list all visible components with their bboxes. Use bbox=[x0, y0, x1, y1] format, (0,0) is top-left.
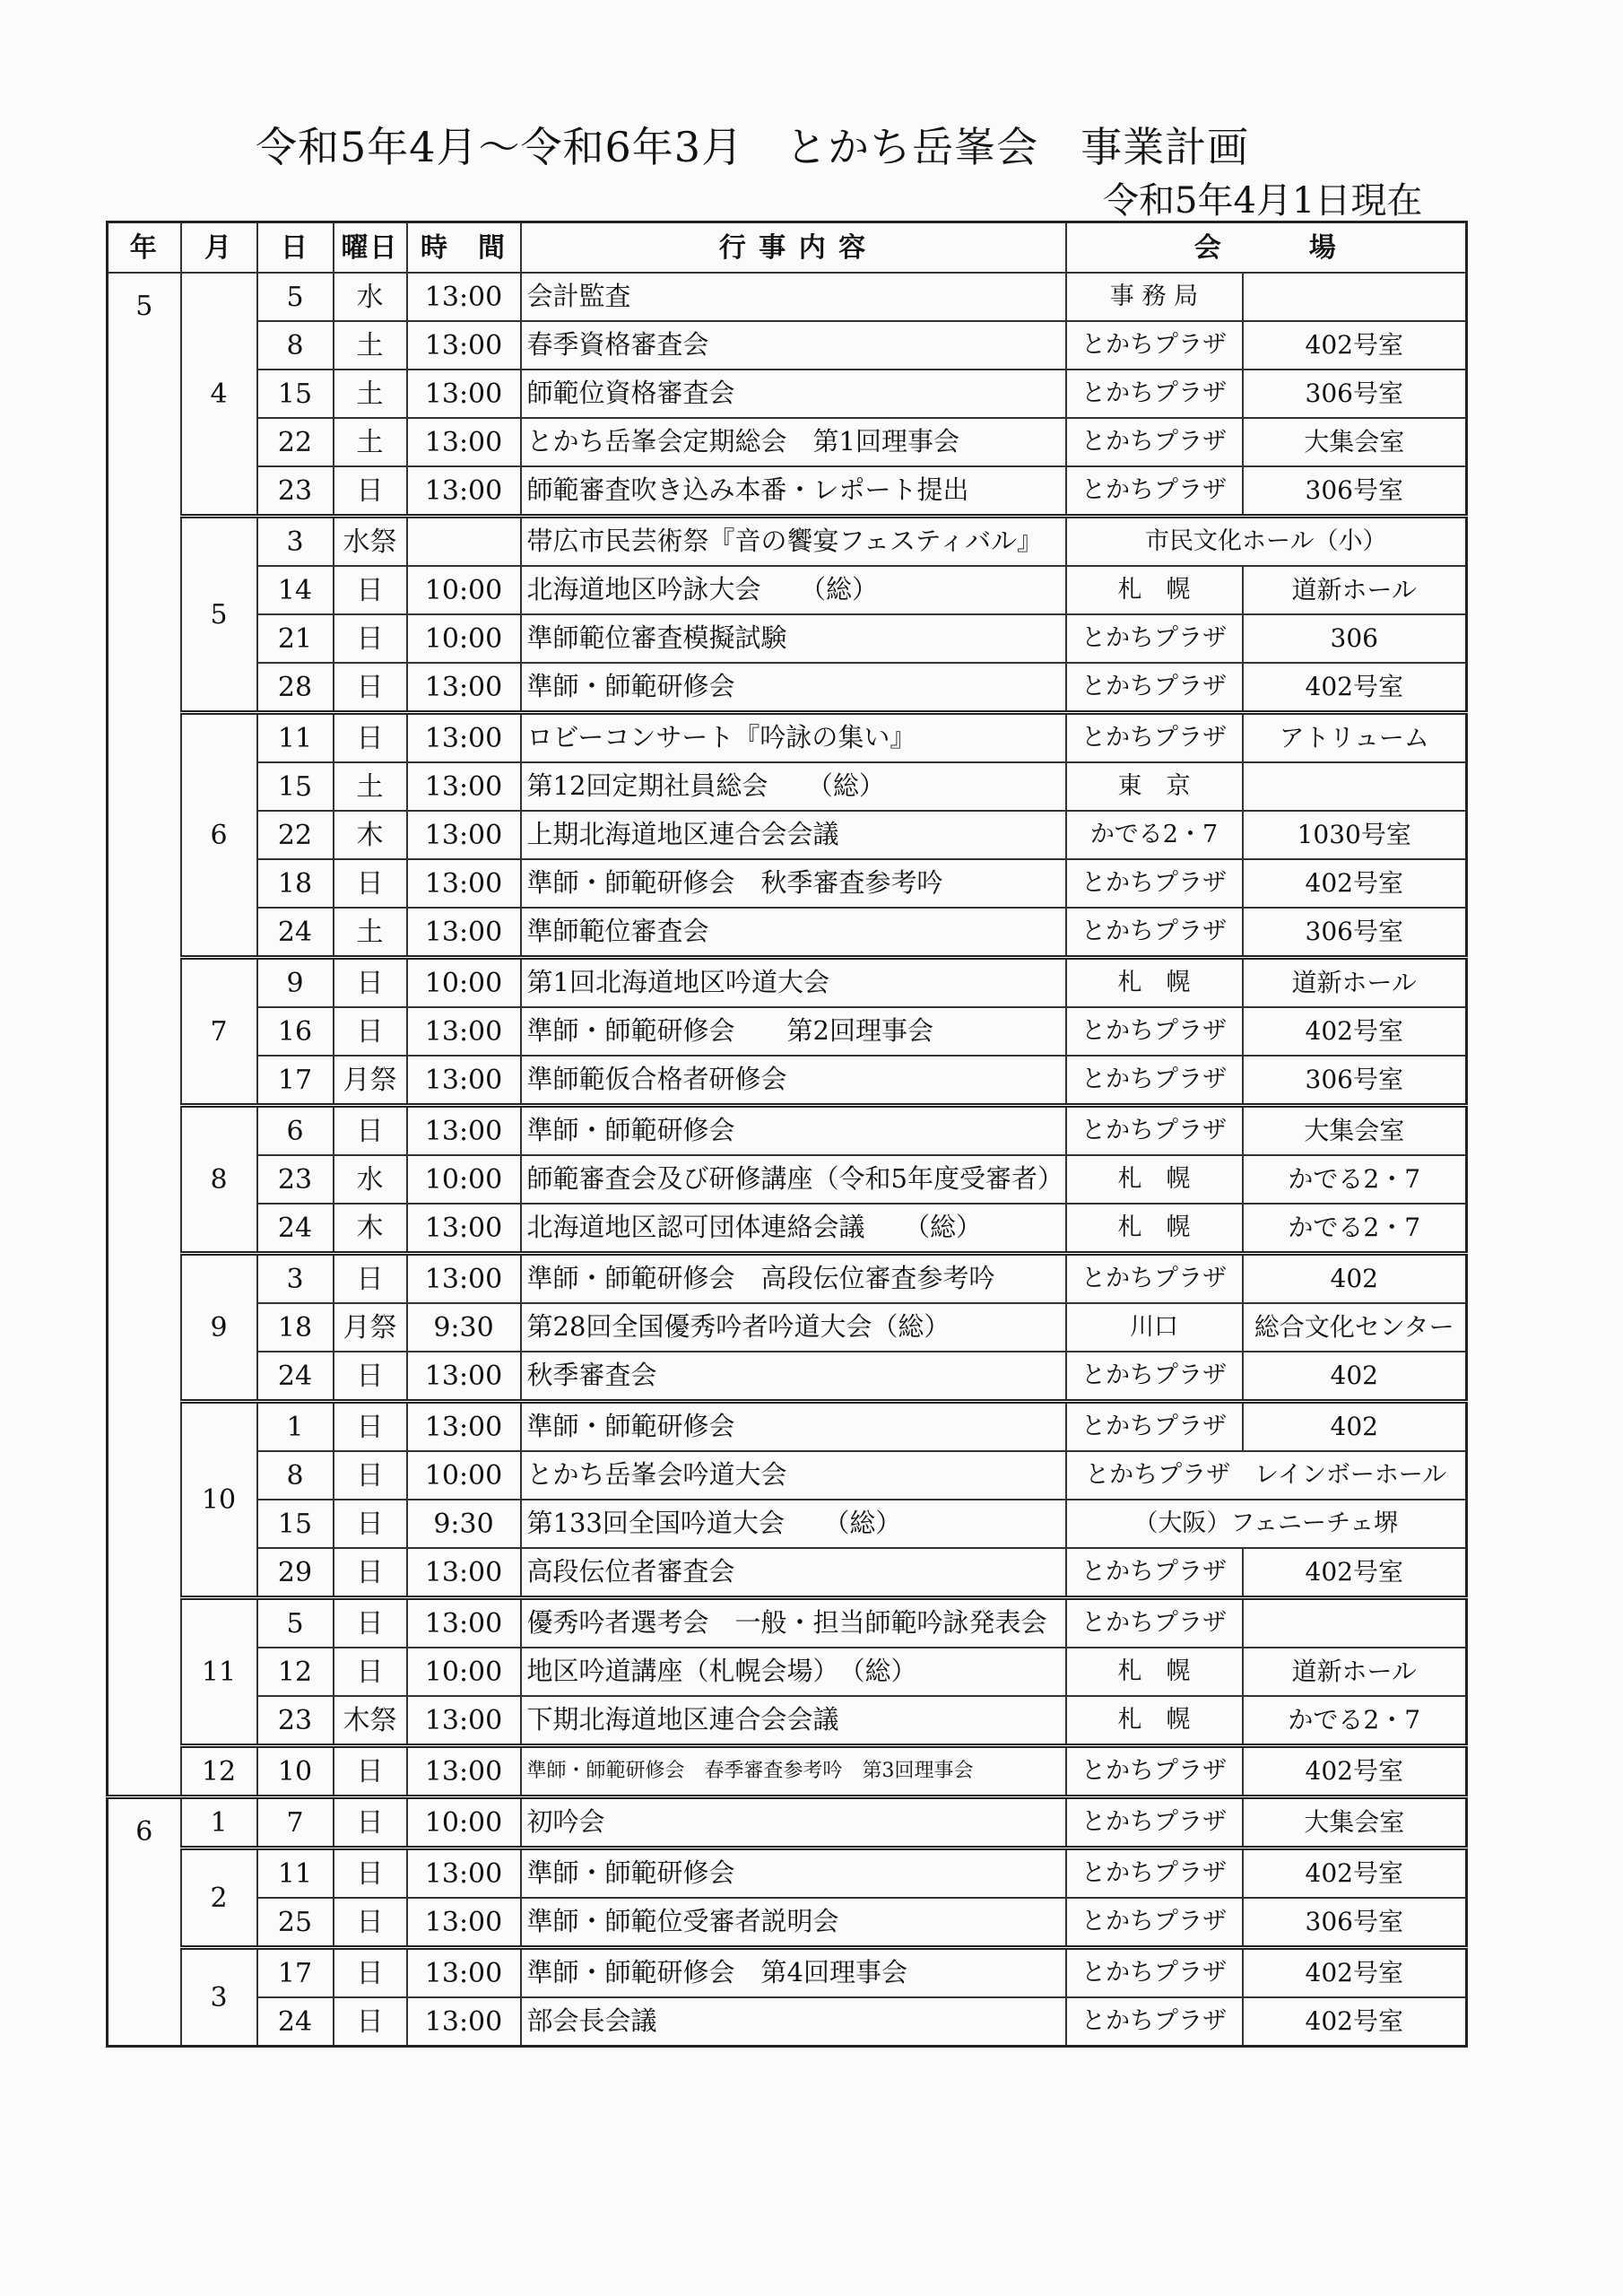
venue-cell: とかちプラザ bbox=[1066, 1352, 1243, 1402]
time-cell: 13:00 bbox=[407, 1402, 521, 1452]
event-cell: 準師・師範研修会 秋季審査参考吟 bbox=[521, 859, 1066, 908]
month-cell: 10 bbox=[181, 1402, 257, 1598]
event-cell: 準師・師範研修会 高段伝位審査参考吟 bbox=[521, 1254, 1066, 1304]
event-cell: 北海道地区認可団体連絡会議 （総） bbox=[521, 1204, 1066, 1254]
venue-cell: とかちプラザ bbox=[1066, 1598, 1243, 1648]
room-cell: 402号室 bbox=[1243, 1997, 1467, 2047]
month-cell: 12 bbox=[181, 1746, 257, 1797]
schedule-row bbox=[108, 859, 1467, 908]
room-cell: かでる2・7 bbox=[1243, 1155, 1467, 1204]
day-cell: 3 bbox=[257, 517, 334, 567]
event-cell: 準師・師範研修会 第4回理事会 bbox=[521, 1948, 1066, 1998]
time-cell: 13:00 bbox=[407, 1598, 521, 1648]
time-cell: 13:00 bbox=[407, 663, 521, 713]
time-cell: 13:00 bbox=[407, 1352, 521, 1402]
time-cell: 13:00 bbox=[407, 466, 521, 517]
day-cell: 21 bbox=[257, 614, 334, 663]
schedule-table bbox=[106, 221, 1468, 2048]
month-cell: 3 bbox=[181, 1948, 257, 2047]
venue-cell: とかちプラザ bbox=[1066, 466, 1243, 517]
day-cell: 22 bbox=[257, 418, 334, 466]
weekday-cell: 日 bbox=[334, 1898, 407, 1948]
time-cell: 13:00 bbox=[407, 713, 521, 763]
event-cell: 下期北海道地区連合会会議 bbox=[521, 1696, 1066, 1746]
room-cell: 402号室 bbox=[1243, 1548, 1467, 1598]
time-cell: 13:00 bbox=[407, 1948, 521, 1998]
venue-cell: とかちプラザ bbox=[1066, 1106, 1243, 1156]
room-cell: 306号室 bbox=[1243, 370, 1467, 418]
room-cell: 306号室 bbox=[1243, 466, 1467, 517]
room-cell: 402号室 bbox=[1243, 1948, 1467, 1998]
venue-cell: 事 務 局 bbox=[1066, 273, 1243, 321]
time-cell: 13:00 bbox=[407, 370, 521, 418]
weekday-cell: 日 bbox=[334, 859, 407, 908]
day-cell: 9 bbox=[257, 958, 334, 1008]
schedule-row bbox=[108, 1948, 1467, 1998]
venue-cell: とかちプラザ レインボーホール bbox=[1066, 1451, 1467, 1500]
day-cell: 12 bbox=[257, 1648, 334, 1696]
room-cell: かでる2・7 bbox=[1243, 1696, 1467, 1746]
schedule-row bbox=[108, 1254, 1467, 1304]
venue-cell: とかちプラザ bbox=[1066, 713, 1243, 763]
month-cell: 1 bbox=[181, 1797, 257, 1848]
schedule-row bbox=[108, 614, 1467, 663]
time-cell: 10:00 bbox=[407, 566, 521, 614]
event-cell: 準師・師範研修会 春季審査参考吟 第3回理事会 bbox=[521, 1746, 1066, 1797]
event-cell: 北海道地区吟詠大会 （総） bbox=[521, 566, 1066, 614]
weekday-cell: 日 bbox=[334, 1797, 407, 1848]
weekday-cell: 土 bbox=[334, 762, 407, 811]
room-cell: 402号室 bbox=[1243, 663, 1467, 713]
event-cell: 師範位資格審査会 bbox=[521, 370, 1066, 418]
event-cell: 準師・師範研修会 bbox=[521, 1106, 1066, 1156]
day-cell: 15 bbox=[257, 370, 334, 418]
time-cell: 13:00 bbox=[407, 1898, 521, 1948]
room-cell bbox=[1243, 762, 1467, 811]
room-cell: 大集会室 bbox=[1243, 418, 1467, 466]
day-cell: 15 bbox=[257, 762, 334, 811]
time-cell: 13:00 bbox=[407, 1056, 521, 1106]
event-cell: 優秀吟者選考会 一般・担当師範吟詠発表会 bbox=[521, 1598, 1066, 1648]
year-cell: 6 bbox=[108, 1797, 181, 2047]
event-cell: 第12回定期社員総会 （総） bbox=[521, 762, 1066, 811]
event-cell: 部会長会議 bbox=[521, 1997, 1066, 2047]
day-cell: 16 bbox=[257, 1007, 334, 1056]
event-cell: 上期北海道地区連合会会議 bbox=[521, 811, 1066, 859]
weekday-cell: 日 bbox=[334, 958, 407, 1008]
weekday-cell: 日 bbox=[334, 1948, 407, 1998]
event-cell: 第28回全国優秀吟者吟道大会（総） bbox=[521, 1303, 1066, 1352]
room-cell: 306号室 bbox=[1243, 1898, 1467, 1948]
header-year: 年 bbox=[108, 222, 181, 274]
day-cell: 1 bbox=[257, 1402, 334, 1452]
room-cell: 306 bbox=[1243, 614, 1467, 663]
weekday-cell: 日 bbox=[334, 566, 407, 614]
weekday-cell: 日 bbox=[334, 1746, 407, 1797]
venue-cell: とかちプラザ bbox=[1066, 1797, 1243, 1848]
time-cell: 13:00 bbox=[407, 418, 521, 466]
weekday-cell: 木 bbox=[334, 811, 407, 859]
weekday-cell: 日 bbox=[334, 1848, 407, 1899]
weekday-cell: 日 bbox=[334, 713, 407, 763]
day-cell: 11 bbox=[257, 1848, 334, 1899]
time-cell: 13:00 bbox=[407, 811, 521, 859]
venue-cell: 東 京 bbox=[1066, 762, 1243, 811]
room-cell: 402号室 bbox=[1243, 321, 1467, 370]
weekday-cell: 日 bbox=[334, 1106, 407, 1156]
room-cell: 402 bbox=[1243, 1402, 1467, 1452]
schedule-row bbox=[108, 1303, 1467, 1352]
time-cell: 13:00 bbox=[407, 1848, 521, 1899]
event-cell: 帯広市民芸術祭『音の饗宴フェスティバル』 bbox=[521, 517, 1066, 567]
room-cell: 402号室 bbox=[1243, 1848, 1467, 1899]
day-cell: 17 bbox=[257, 1948, 334, 1998]
weekday-cell: 日 bbox=[334, 1352, 407, 1402]
venue-cell: かでる2・7 bbox=[1066, 811, 1243, 859]
weekday-cell: 日 bbox=[334, 1500, 407, 1548]
time-cell: 10:00 bbox=[407, 1797, 521, 1848]
event-cell: とかち岳峯会吟道大会 bbox=[521, 1451, 1066, 1500]
schedule-row bbox=[108, 1548, 1467, 1598]
weekday-cell: 土 bbox=[334, 370, 407, 418]
venue-cell: とかちプラザ bbox=[1066, 321, 1243, 370]
schedule-row bbox=[108, 1898, 1467, 1948]
time-cell: 13:00 bbox=[407, 762, 521, 811]
event-cell: 会計監査 bbox=[521, 273, 1066, 321]
time-cell: 10:00 bbox=[407, 1155, 521, 1204]
venue-cell: （大阪）フェニーチェ堺 bbox=[1066, 1500, 1467, 1548]
schedule-row bbox=[108, 1848, 1467, 1899]
time-cell: 10:00 bbox=[407, 1451, 521, 1500]
schedule-row bbox=[108, 1402, 1467, 1452]
venue-cell: 川口 bbox=[1066, 1303, 1243, 1352]
schedule-row bbox=[108, 1696, 1467, 1746]
schedule-row bbox=[108, 1746, 1467, 1797]
time-cell: 9:30 bbox=[407, 1500, 521, 1548]
time-cell: 9:30 bbox=[407, 1303, 521, 1352]
as-of-date: 令和5年4月1日現在 bbox=[1103, 180, 1423, 222]
time-cell: 13:00 bbox=[407, 1548, 521, 1598]
venue-cell: 札 幌 bbox=[1066, 1204, 1243, 1254]
header-time: 時 間 bbox=[407, 222, 521, 274]
schedule-row bbox=[108, 1648, 1467, 1696]
room-cell: 道新ホール bbox=[1243, 1648, 1467, 1696]
venue-cell: とかちプラザ bbox=[1066, 614, 1243, 663]
weekday-cell: 土 bbox=[334, 321, 407, 370]
weekday-cell: 日 bbox=[334, 1007, 407, 1056]
day-cell: 29 bbox=[257, 1548, 334, 1598]
day-cell: 8 bbox=[257, 1451, 334, 1500]
room-cell: 402 bbox=[1243, 1254, 1467, 1304]
event-cell: 準師範位審査模擬試験 bbox=[521, 614, 1066, 663]
weekday-cell: 水 bbox=[334, 273, 407, 321]
time-cell: 10:00 bbox=[407, 958, 521, 1008]
event-cell: ロビーコンサート『吟詠の集い』 bbox=[521, 713, 1066, 763]
weekday-cell: 水祭 bbox=[334, 517, 407, 567]
time-cell: 13:00 bbox=[407, 273, 521, 321]
room-cell: 306号室 bbox=[1243, 1056, 1467, 1106]
event-cell: 準師・師範研修会 bbox=[521, 1402, 1066, 1452]
venue-cell: とかちプラザ bbox=[1066, 908, 1243, 958]
day-cell: 14 bbox=[257, 566, 334, 614]
weekday-cell: 日 bbox=[334, 663, 407, 713]
day-cell: 18 bbox=[257, 859, 334, 908]
time-cell: 13:00 bbox=[407, 908, 521, 958]
weekday-cell: 日 bbox=[334, 466, 407, 517]
weekday-cell: 木 bbox=[334, 1204, 407, 1254]
weekday-cell: 土 bbox=[334, 908, 407, 958]
day-cell: 15 bbox=[257, 1500, 334, 1548]
schedule-row bbox=[108, 1204, 1467, 1254]
venue-cell: 札 幌 bbox=[1066, 1696, 1243, 1746]
month-cell: 5 bbox=[181, 517, 257, 713]
weekday-cell: 日 bbox=[334, 1648, 407, 1696]
weekday-cell: 土 bbox=[334, 418, 407, 466]
room-cell: 402号室 bbox=[1243, 859, 1467, 908]
day-cell: 3 bbox=[257, 1254, 334, 1304]
event-cell: 高段伝位者審査会 bbox=[521, 1548, 1066, 1598]
day-cell: 25 bbox=[257, 1898, 334, 1948]
time-cell: 13:00 bbox=[407, 1007, 521, 1056]
schedule-row bbox=[108, 1056, 1467, 1106]
day-cell: 8 bbox=[257, 321, 334, 370]
header-day: 日 bbox=[257, 222, 334, 274]
time-cell: 13:00 bbox=[407, 859, 521, 908]
schedule-row bbox=[108, 1451, 1467, 1500]
month-cell: 2 bbox=[181, 1848, 257, 1948]
event-cell: 第1回北海道地区吟道大会 bbox=[521, 958, 1066, 1008]
weekday-cell: 日 bbox=[334, 614, 407, 663]
time-cell: 13:00 bbox=[407, 1106, 521, 1156]
month-cell: 6 bbox=[181, 713, 257, 958]
day-cell: 7 bbox=[257, 1797, 334, 1848]
schedule-row bbox=[108, 1500, 1467, 1548]
venue-cell: とかちプラザ bbox=[1066, 370, 1243, 418]
time-cell: 13:00 bbox=[407, 1696, 521, 1746]
room-cell: 402号室 bbox=[1243, 1007, 1467, 1056]
room-cell: 大集会室 bbox=[1243, 1797, 1467, 1848]
schedule-row bbox=[108, 1007, 1467, 1056]
time-cell: 13:00 bbox=[407, 1746, 521, 1797]
schedule-row bbox=[108, 1352, 1467, 1402]
month-cell: 7 bbox=[181, 958, 257, 1106]
schedule-row bbox=[108, 370, 1467, 418]
day-cell: 18 bbox=[257, 1303, 334, 1352]
header-event: 行 事 内 容 bbox=[521, 222, 1066, 274]
time-cell: 10:00 bbox=[407, 1648, 521, 1696]
schedule-body bbox=[108, 273, 1467, 2047]
day-cell: 5 bbox=[257, 1598, 334, 1648]
venue-cell: 市民文化ホール（小） bbox=[1066, 517, 1467, 567]
venue-cell: 札 幌 bbox=[1066, 1155, 1243, 1204]
room-cell: 1030号室 bbox=[1243, 811, 1467, 859]
room-cell bbox=[1243, 1598, 1467, 1648]
venue-cell: 札 幌 bbox=[1066, 1648, 1243, 1696]
header-row bbox=[108, 222, 1467, 274]
day-cell: 24 bbox=[257, 1204, 334, 1254]
day-cell: 22 bbox=[257, 811, 334, 859]
weekday-cell: 月祭 bbox=[334, 1303, 407, 1352]
room-cell: 道新ホール bbox=[1243, 958, 1467, 1008]
time-cell: 13:00 bbox=[407, 1997, 521, 2047]
time-cell: 10:00 bbox=[407, 614, 521, 663]
schedule-row bbox=[108, 1997, 1467, 2047]
year-cell: 5 bbox=[108, 273, 181, 1797]
schedule-row bbox=[108, 566, 1467, 614]
weekday-cell: 日 bbox=[334, 1451, 407, 1500]
day-cell: 24 bbox=[257, 1997, 334, 2047]
event-cell: 準師・師範研修会 第2回理事会 bbox=[521, 1007, 1066, 1056]
day-cell: 5 bbox=[257, 273, 334, 321]
weekday-cell: 木祭 bbox=[334, 1696, 407, 1746]
event-cell: 師範審査会及び研修講座（令和5年度受審者） bbox=[521, 1155, 1066, 1204]
weekday-cell: 月祭 bbox=[334, 1056, 407, 1106]
venue-cell: とかちプラザ bbox=[1066, 663, 1243, 713]
month-cell: 4 bbox=[181, 273, 257, 517]
room-cell: 306号室 bbox=[1243, 908, 1467, 958]
time-cell: 13:00 bbox=[407, 1204, 521, 1254]
venue-cell: とかちプラザ bbox=[1066, 1948, 1243, 1998]
event-cell: 師範審査吹き込み本番・レポート提出 bbox=[521, 466, 1066, 517]
event-cell: 第133回全国吟道大会 （総） bbox=[521, 1500, 1066, 1548]
venue-cell: 札 幌 bbox=[1066, 958, 1243, 1008]
event-cell: 準師範仮合格者研修会 bbox=[521, 1056, 1066, 1106]
event-cell: 秋季審査会 bbox=[521, 1352, 1066, 1402]
event-cell: 準師・師範研修会 bbox=[521, 663, 1066, 713]
venue-cell: とかちプラザ bbox=[1066, 1848, 1243, 1899]
weekday-cell: 日 bbox=[334, 1402, 407, 1452]
schedule-row bbox=[108, 1598, 1467, 1648]
venue-cell: 札 幌 bbox=[1066, 566, 1243, 614]
room-cell: 402 bbox=[1243, 1352, 1467, 1402]
page-title: 令和5年4月～令和6年3月 とかち岳峯会 事業計画 bbox=[256, 123, 1250, 171]
venue-cell: とかちプラザ bbox=[1066, 1254, 1243, 1304]
schedule-row bbox=[108, 908, 1467, 958]
month-cell: 11 bbox=[181, 1598, 257, 1746]
day-cell: 28 bbox=[257, 663, 334, 713]
day-cell: 23 bbox=[257, 466, 334, 517]
weekday-cell: 日 bbox=[334, 1548, 407, 1598]
time-cell bbox=[407, 517, 521, 567]
schedule-row bbox=[108, 517, 1467, 567]
schedule-row bbox=[108, 762, 1467, 811]
day-cell: 24 bbox=[257, 1352, 334, 1402]
header-weekday: 曜日 bbox=[334, 222, 407, 274]
header-month: 月 bbox=[181, 222, 257, 274]
time-cell: 13:00 bbox=[407, 321, 521, 370]
time-cell: 13:00 bbox=[407, 1254, 521, 1304]
venue-cell: とかちプラザ bbox=[1066, 1746, 1243, 1797]
schedule-row bbox=[108, 1155, 1467, 1204]
day-cell: 10 bbox=[257, 1746, 334, 1797]
month-cell: 8 bbox=[181, 1106, 257, 1254]
day-cell: 24 bbox=[257, 908, 334, 958]
venue-cell: とかちプラザ bbox=[1066, 1548, 1243, 1598]
event-cell: 地区吟道講座（札幌会場） （総） bbox=[521, 1648, 1066, 1696]
schedule-row bbox=[108, 1797, 1467, 1848]
venue-cell: とかちプラザ bbox=[1066, 1402, 1243, 1452]
event-cell: 初吟会 bbox=[521, 1797, 1066, 1848]
weekday-cell: 日 bbox=[334, 1997, 407, 2047]
room-cell: 402号室 bbox=[1243, 1746, 1467, 1797]
room-cell: 総合文化センター bbox=[1243, 1303, 1467, 1352]
schedule-row bbox=[108, 811, 1467, 859]
venue-cell: とかちプラザ bbox=[1066, 1898, 1243, 1948]
day-cell: 23 bbox=[257, 1696, 334, 1746]
venue-cell: とかちプラザ bbox=[1066, 1007, 1243, 1056]
schedule-row bbox=[108, 958, 1467, 1008]
weekday-cell: 水 bbox=[334, 1155, 407, 1204]
schedule-row bbox=[108, 418, 1467, 466]
room-cell: 道新ホール bbox=[1243, 566, 1467, 614]
schedule-row bbox=[108, 1106, 1467, 1156]
event-cell: とかち岳峯会定期総会 第1回理事会 bbox=[521, 418, 1066, 466]
weekday-cell: 日 bbox=[334, 1254, 407, 1304]
venue-cell: とかちプラザ bbox=[1066, 1056, 1243, 1106]
schedule-row bbox=[108, 663, 1467, 713]
day-cell: 17 bbox=[257, 1056, 334, 1106]
venue-cell: とかちプラザ bbox=[1066, 859, 1243, 908]
weekday-cell: 日 bbox=[334, 1598, 407, 1648]
schedule-row bbox=[108, 713, 1467, 763]
room-cell: かでる2・7 bbox=[1243, 1204, 1467, 1254]
venue-cell: とかちプラザ bbox=[1066, 1997, 1243, 2047]
room-cell: 大集会室 bbox=[1243, 1106, 1467, 1156]
schedule-row bbox=[108, 321, 1467, 370]
header-venue: 会 場 bbox=[1066, 222, 1467, 274]
venue-cell: とかちプラザ bbox=[1066, 418, 1243, 466]
schedule-row bbox=[108, 466, 1467, 517]
event-cell: 準師範位審査会 bbox=[521, 908, 1066, 958]
event-cell: 準師・師範研修会 bbox=[521, 1848, 1066, 1899]
day-cell: 6 bbox=[257, 1106, 334, 1156]
event-cell: 春季資格審査会 bbox=[521, 321, 1066, 370]
room-cell bbox=[1243, 273, 1467, 321]
day-cell: 11 bbox=[257, 713, 334, 763]
day-cell: 23 bbox=[257, 1155, 334, 1204]
schedule-row bbox=[108, 273, 1467, 321]
month-cell: 9 bbox=[181, 1254, 257, 1402]
event-cell: 準師・師範位受審者説明会 bbox=[521, 1898, 1066, 1948]
room-cell: アトリューム bbox=[1243, 713, 1467, 763]
